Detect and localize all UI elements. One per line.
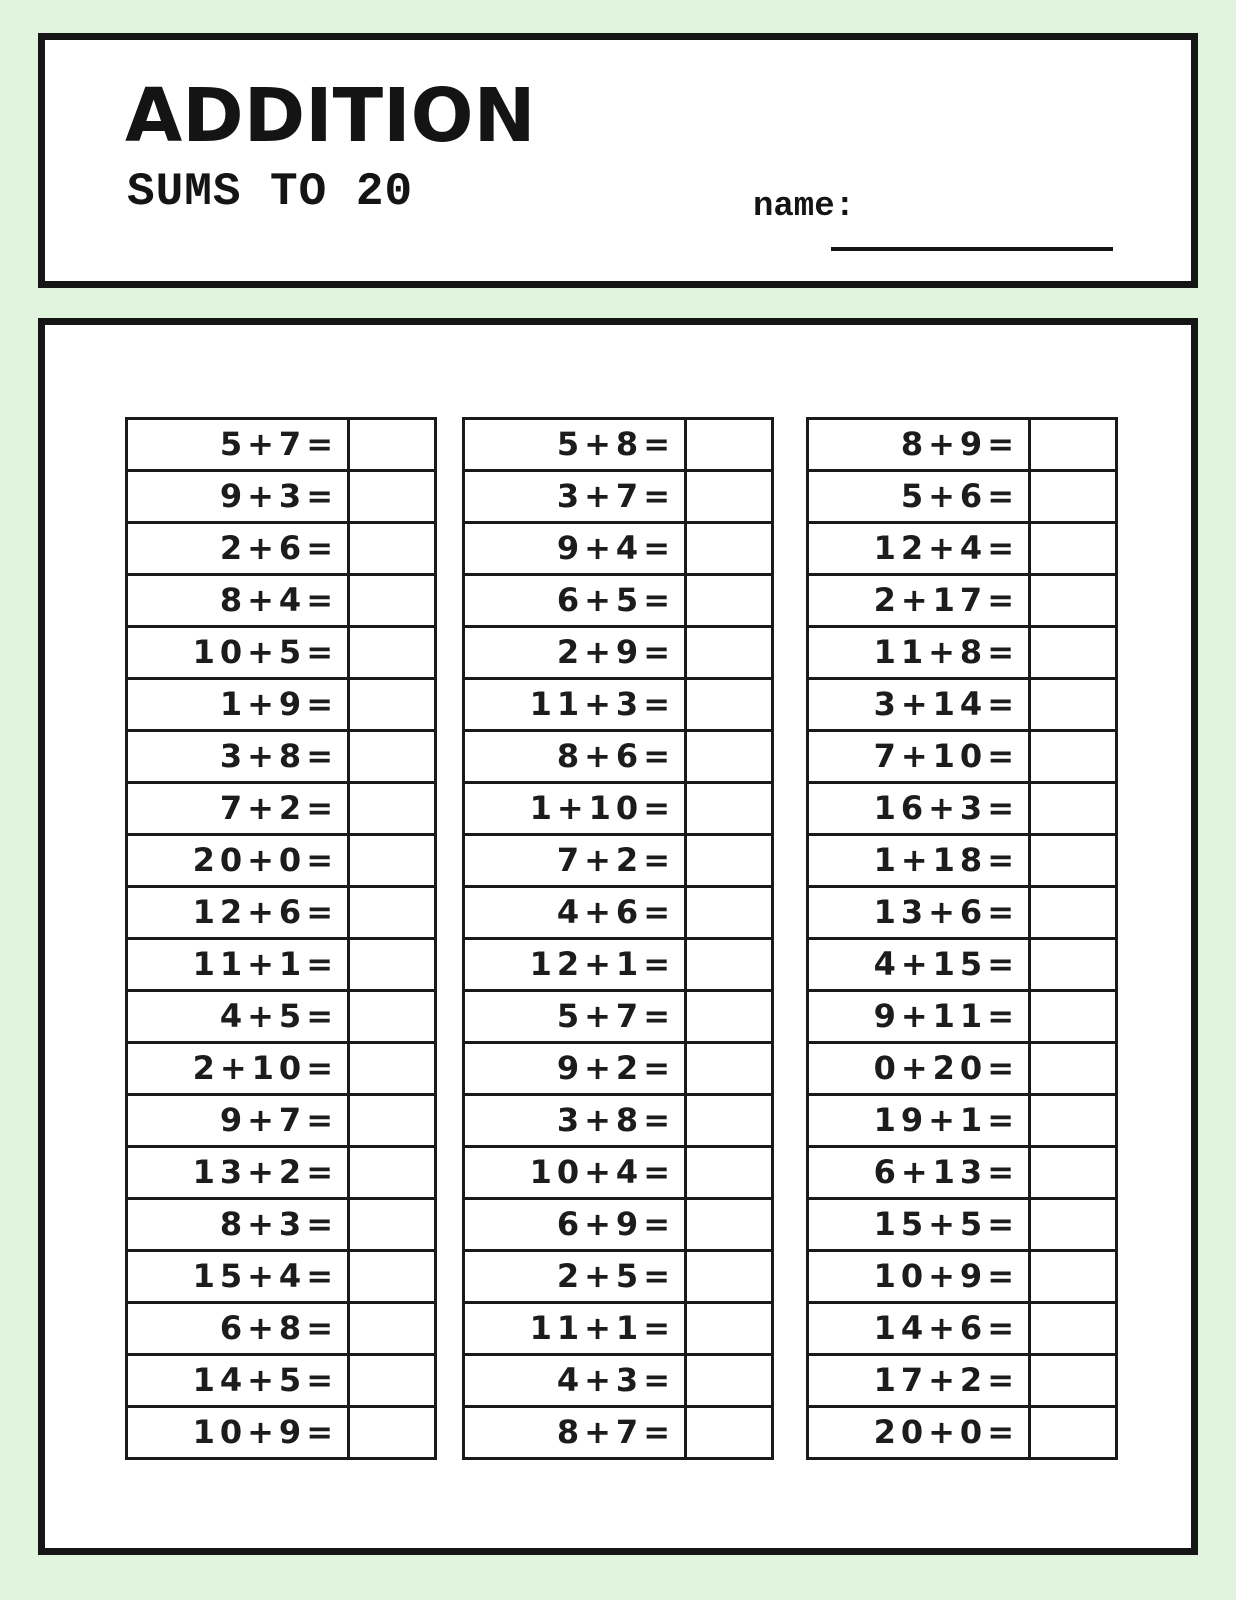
problem-row [809, 784, 1115, 836]
problem-row [465, 836, 771, 888]
problem-text: 10+5= [128, 628, 350, 677]
problem-row [465, 992, 771, 1044]
problem-row [465, 1200, 771, 1252]
answer-cell[interactable] [687, 1044, 771, 1093]
problem-row [809, 1356, 1115, 1408]
problem-row [128, 732, 434, 784]
problem-text: 9+4= [465, 524, 687, 573]
problem-text: 10+9= [128, 1408, 350, 1457]
problem-text: 2+5= [465, 1252, 687, 1301]
problem-row [128, 1304, 434, 1356]
problem-text: 2+6= [128, 524, 350, 573]
problem-text: 11+8= [809, 628, 1031, 677]
problem-row [465, 784, 771, 836]
answer-cell[interactable] [350, 1200, 434, 1249]
problem-text: 6+5= [465, 576, 687, 625]
answer-cell[interactable] [687, 1200, 771, 1249]
answer-cell[interactable] [1031, 1304, 1115, 1353]
problem-text: 3+14= [809, 680, 1031, 729]
problem-row [809, 888, 1115, 940]
problem-row [809, 1408, 1115, 1457]
problem-text: 11+1= [128, 940, 350, 989]
problem-row [128, 784, 434, 836]
answer-cell[interactable] [1031, 1096, 1115, 1145]
problem-row [809, 940, 1115, 992]
answer-cell[interactable] [1031, 888, 1115, 937]
name-input-line[interactable] [831, 223, 1113, 251]
problem-row [128, 1044, 434, 1096]
answer-cell[interactable] [350, 1148, 434, 1197]
problem-row [465, 576, 771, 628]
answer-cell[interactable] [687, 940, 771, 989]
answer-cell[interactable] [350, 836, 434, 885]
answer-cell[interactable] [350, 1408, 434, 1457]
problem-row [465, 940, 771, 992]
problem-text: 2+10= [128, 1044, 350, 1093]
answer-cell[interactable] [350, 576, 434, 625]
problem-row [128, 472, 434, 524]
problems-table-1 [125, 417, 437, 1460]
problem-row [128, 1200, 434, 1252]
problem-row [128, 1096, 434, 1148]
name-label: name: [753, 188, 856, 226]
problem-text: 10+9= [809, 1252, 1031, 1301]
problem-text: 8+3= [128, 1200, 350, 1249]
problem-text: 10+4= [465, 1148, 687, 1197]
problem-text: 4+6= [465, 888, 687, 937]
problem-row [809, 1200, 1115, 1252]
answer-cell[interactable] [1031, 992, 1115, 1041]
problem-row [809, 524, 1115, 576]
problem-text: 3+8= [465, 1096, 687, 1145]
answer-cell[interactable] [687, 1304, 771, 1353]
problem-text: 8+7= [465, 1408, 687, 1457]
problem-row [809, 420, 1115, 472]
problem-text: 4+3= [465, 1356, 687, 1405]
answer-cell[interactable] [1031, 1356, 1115, 1405]
problem-text: 4+15= [809, 940, 1031, 989]
problem-row [128, 1148, 434, 1200]
problem-row [465, 628, 771, 680]
problem-text: 12+1= [465, 940, 687, 989]
problem-text: 9+11= [809, 992, 1031, 1041]
answer-cell[interactable] [1031, 1252, 1115, 1301]
problem-text: 12+6= [128, 888, 350, 937]
problem-row [128, 940, 434, 992]
answer-cell[interactable] [687, 576, 771, 625]
answer-cell[interactable] [687, 732, 771, 781]
problem-row [809, 732, 1115, 784]
problem-text: 14+5= [128, 1356, 350, 1405]
problem-row [809, 836, 1115, 888]
problems-table-3 [806, 417, 1118, 1460]
problem-text: 17+2= [809, 1356, 1031, 1405]
problem-text: 20+0= [809, 1408, 1031, 1457]
problem-row [465, 420, 771, 472]
problem-text: 6+13= [809, 1148, 1031, 1197]
answer-cell[interactable] [687, 680, 771, 729]
problem-text: 9+7= [128, 1096, 350, 1145]
problem-text: 8+6= [465, 732, 687, 781]
problem-row [128, 1356, 434, 1408]
answer-cell[interactable] [350, 888, 434, 937]
problem-row [128, 1408, 434, 1457]
problem-row [465, 1148, 771, 1200]
answer-cell[interactable] [350, 1096, 434, 1145]
problem-text: 5+6= [809, 472, 1031, 521]
problem-row [809, 1148, 1115, 1200]
problem-row [128, 680, 434, 732]
problem-row [128, 420, 434, 472]
answer-cell[interactable] [687, 1252, 771, 1301]
answer-cell[interactable] [350, 524, 434, 573]
answer-cell[interactable] [687, 784, 771, 833]
problem-text: 7+2= [128, 784, 350, 833]
answer-cell[interactable] [687, 1148, 771, 1197]
answer-cell[interactable] [350, 940, 434, 989]
problem-text: 0+20= [809, 1044, 1031, 1093]
problem-text: 19+1= [809, 1096, 1031, 1145]
answer-cell[interactable] [1031, 420, 1115, 469]
problem-text: 9+2= [465, 1044, 687, 1093]
answer-cell[interactable] [350, 472, 434, 521]
problem-text: 6+9= [465, 1200, 687, 1249]
problem-text: 16+3= [809, 784, 1031, 833]
problem-row [465, 732, 771, 784]
problem-text: 11+3= [465, 680, 687, 729]
answer-cell[interactable] [1031, 784, 1115, 833]
problem-text: 7+10= [809, 732, 1031, 781]
problem-text: 11+1= [465, 1304, 687, 1353]
problem-row [465, 1044, 771, 1096]
answer-cell[interactable] [350, 992, 434, 1041]
answer-cell[interactable] [1031, 940, 1115, 989]
answer-cell[interactable] [687, 420, 771, 469]
problem-row [465, 472, 771, 524]
answer-cell[interactable] [687, 524, 771, 573]
problem-text: 7+2= [465, 836, 687, 885]
problem-row [128, 888, 434, 940]
problem-row [465, 1356, 771, 1408]
answer-cell[interactable] [1031, 1200, 1115, 1249]
problem-row [465, 524, 771, 576]
answer-cell[interactable] [1031, 1044, 1115, 1093]
answer-cell[interactable] [350, 420, 434, 469]
problems-table-2 [462, 417, 774, 1460]
problem-row [809, 1252, 1115, 1304]
problem-row [809, 1096, 1115, 1148]
problem-text: 1+9= [128, 680, 350, 729]
answer-cell[interactable] [687, 992, 771, 1041]
answer-cell[interactable] [1031, 1148, 1115, 1197]
problem-row [809, 576, 1115, 628]
answer-cell[interactable] [1031, 836, 1115, 885]
problem-text: 8+9= [809, 420, 1031, 469]
page-title: ADDITION [125, 73, 536, 159]
problem-row [465, 1096, 771, 1148]
answer-cell[interactable] [350, 680, 434, 729]
problem-text: 2+17= [809, 576, 1031, 625]
answer-cell[interactable] [350, 1356, 434, 1405]
problem-text: 13+2= [128, 1148, 350, 1197]
problem-text: 9+3= [128, 472, 350, 521]
problem-text: 15+4= [128, 1252, 350, 1301]
problem-text: 1+10= [465, 784, 687, 833]
answer-cell[interactable] [687, 1096, 771, 1145]
problem-text: 13+6= [809, 888, 1031, 937]
answer-cell[interactable] [1031, 628, 1115, 677]
problem-text: 3+7= [465, 472, 687, 521]
problem-text: 1+18= [809, 836, 1031, 885]
answer-cell[interactable] [350, 1044, 434, 1093]
problem-row [465, 1408, 771, 1457]
problem-text: 2+9= [465, 628, 687, 677]
problem-row [128, 836, 434, 888]
answer-cell[interactable] [350, 1304, 434, 1353]
problem-row [809, 628, 1115, 680]
answer-cell[interactable] [687, 888, 771, 937]
answer-cell[interactable] [1031, 524, 1115, 573]
header-panel [38, 33, 1198, 288]
answer-cell[interactable] [687, 1356, 771, 1405]
problem-row [465, 1252, 771, 1304]
answer-cell[interactable] [1031, 472, 1115, 521]
problem-row [809, 1304, 1115, 1356]
answer-cell[interactable] [1031, 732, 1115, 781]
problem-row [128, 1252, 434, 1304]
problem-row [465, 680, 771, 732]
problem-row [809, 1044, 1115, 1096]
problem-row [465, 888, 771, 940]
answer-cell[interactable] [350, 784, 434, 833]
problem-text: 5+8= [465, 420, 687, 469]
problem-text: 8+4= [128, 576, 350, 625]
answer-cell[interactable] [350, 628, 434, 677]
problem-text: 15+5= [809, 1200, 1031, 1249]
problem-text: 20+0= [128, 836, 350, 885]
page-subtitle: SUMS TO 20 [127, 166, 414, 218]
problem-text: 5+7= [465, 992, 687, 1041]
problem-text: 14+6= [809, 1304, 1031, 1353]
answer-cell[interactable] [1031, 576, 1115, 625]
problem-text: 6+8= [128, 1304, 350, 1353]
problem-row [809, 680, 1115, 732]
answer-cell[interactable] [687, 472, 771, 521]
problem-row [128, 628, 434, 680]
problem-row [809, 992, 1115, 1044]
problem-row [465, 1304, 771, 1356]
problem-text: 12+4= [809, 524, 1031, 573]
problem-row [809, 472, 1115, 524]
problem-row [128, 992, 434, 1044]
answer-cell[interactable] [687, 836, 771, 885]
problem-row [128, 576, 434, 628]
answer-cell[interactable] [350, 1252, 434, 1301]
answer-cell[interactable] [350, 732, 434, 781]
answer-cell[interactable] [1031, 1408, 1115, 1457]
answer-cell[interactable] [687, 1408, 771, 1457]
problem-text: 5+7= [128, 420, 350, 469]
problem-text: 3+8= [128, 732, 350, 781]
answer-cell[interactable] [1031, 680, 1115, 729]
answer-cell[interactable] [687, 628, 771, 677]
problem-row [128, 524, 434, 576]
problem-text: 4+5= [128, 992, 350, 1041]
